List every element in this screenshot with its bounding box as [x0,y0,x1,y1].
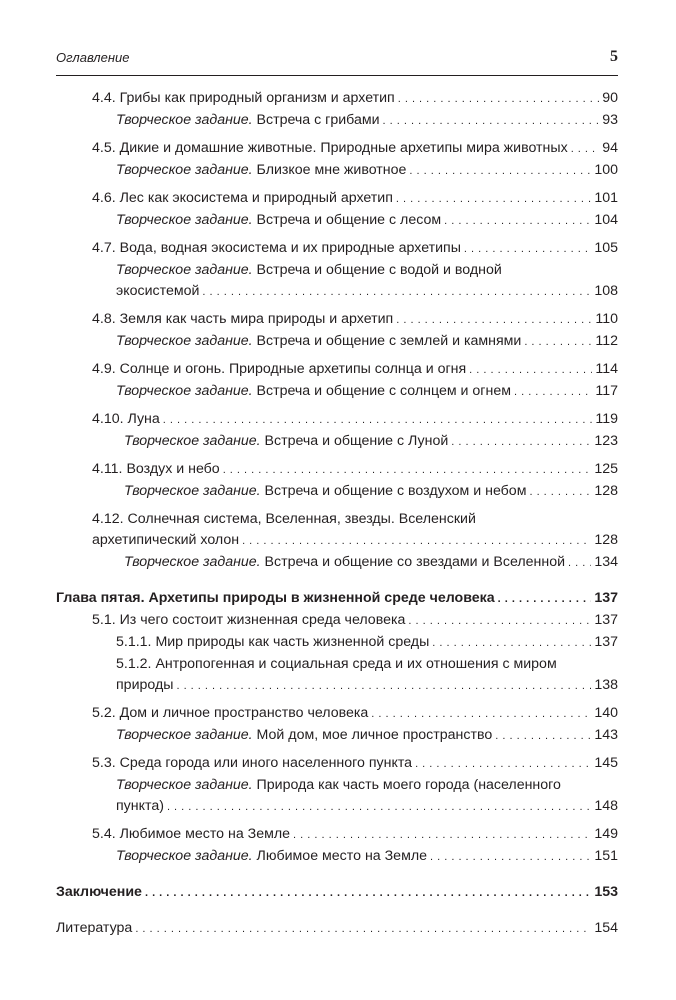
header-page-number: 5 [610,48,618,65]
toc-entry-title: Встреча и общение с Луной [260,433,449,449]
toc-entry-title: 5.2. Дом и личное пространство человека [92,705,369,721]
dot-leader [398,88,600,110]
toc-entry-title: 5.1.2. Антропогенная и социальная среда и их отношения с миром [116,656,557,672]
dot-leader [223,459,592,481]
toc-entry-title: 4.9. Солнце и огонь. Природные архетипы солнца и огня [92,361,467,377]
dot-leader [396,309,592,331]
toc-entry[interactable] [56,654,618,697]
toc-page-number: 148 [594,798,618,814]
toc-entry[interactable] [56,238,618,260]
toc-entry-title: Встреча и общение с солнцем и огнем [252,383,511,399]
toc-entry-label-italic: Творческое задание. [116,777,253,793]
toc-task-entry[interactable] [56,725,618,747]
toc-page-number: 137 [594,634,618,650]
dot-leader [383,110,600,132]
toc-page-number: 93 [602,112,618,128]
toc-entry-title: 4.8. Земля как часть мира природы и архетип [92,311,394,327]
toc-entry-title: 5.3. Среда города или иного населенного пункта [92,755,413,771]
toc-entry[interactable] [56,509,618,552]
running-header [56,48,618,72]
dot-leader [145,882,591,904]
toc-entry[interactable] [56,824,618,846]
toc-page-number: 100 [594,162,618,178]
toc-task-entry[interactable] [56,431,618,453]
dot-leader [167,796,591,818]
toc-entry[interactable] [56,309,618,331]
toc-entry-label-italic: Творческое задание. [124,483,261,499]
dot-leader [415,753,591,775]
toc-entry[interactable] [56,409,618,431]
dot-leader [464,238,591,260]
toc-page-number: 108 [594,283,618,299]
toc-entry-title: Заключение [56,884,142,900]
dot-leader [524,331,592,353]
toc-task-entry[interactable] [56,210,618,232]
toc-page-number: 137 [594,590,618,606]
toc-entry-title: 4.12. Солнечная система, Вселенная, звезды. Вселенский [92,511,476,527]
toc-entry[interactable] [56,703,618,725]
dot-leader [176,675,591,697]
toc-entry-label-italic: Творческое задание. [116,727,253,743]
toc-entry-title: архетипический холон [92,532,240,548]
dot-leader [432,632,591,654]
toc-entry-title: природы [116,677,174,693]
header-title: Оглавление [56,50,130,65]
toc-task-entry[interactable] [56,110,618,132]
toc-task-entry[interactable] [56,160,618,182]
dot-leader [242,530,591,552]
toc-entry-title: 4.4. Грибы как природный организм и архетип [92,90,395,106]
toc-task-entry[interactable] [56,552,618,574]
dot-leader [409,160,591,182]
toc-entry[interactable] [56,632,618,654]
toc-page-number: 145 [594,755,618,771]
toc-entry-label-italic: Творческое задание. [116,383,253,399]
header-rule [56,75,618,76]
dot-leader [514,381,592,403]
toc-page-number: 119 [595,411,618,427]
toc-page-number: 143 [594,727,618,743]
toc-entry-label-italic: Творческое задание. [116,333,253,349]
toc-page-number: 125 [594,461,618,477]
dot-leader [135,918,591,940]
dot-leader [568,552,591,574]
dot-leader [451,431,591,453]
toc-entry[interactable] [56,188,618,210]
toc-page-number: 117 [595,383,618,399]
toc-task-entry[interactable] [56,331,618,353]
toc-task-entry[interactable] [56,381,618,403]
toc-entry-title: 4.10. Луна [92,411,160,427]
toc-entry[interactable] [56,918,618,940]
toc-page-number: 137 [594,612,618,628]
toc-page-number: 154 [594,920,618,936]
dot-leader [495,725,591,747]
toc-entry-title: Встреча и общение с лесом [252,212,442,228]
toc-entry-title: Встреча и общение со звездами и Вселенной [260,554,566,570]
toc-page-number: 128 [594,532,618,548]
toc-entry-label-italic: Творческое задание. [116,262,253,278]
toc-entry[interactable] [56,88,618,110]
toc-page-number: 134 [594,554,618,570]
toc-entry-title: экосистемой [116,283,200,299]
toc-entry-title: Близкое мне животное [252,162,407,178]
toc-page-number: 110 [595,311,618,327]
toc-page-number: 138 [594,677,618,693]
toc-entry-title: Встреча и общение с водой и водной [252,262,502,278]
toc-chapter-entry[interactable] [56,588,618,610]
toc-page-number: 153 [594,884,618,900]
dot-leader [469,359,592,381]
toc-entry[interactable] [56,459,618,481]
toc-entry-title: Встреча с грибами [252,112,380,128]
toc-entry-title: 5.4. Любимое место на Земле [92,826,291,842]
dot-leader [571,138,600,160]
toc-entry-title: Природа как часть моего города (населенного [252,777,561,793]
table-of-contents [56,88,618,940]
toc-entry-title: Мой дом, мое личное пространство [252,727,493,743]
dot-leader [498,588,592,610]
dot-leader [163,409,593,431]
toc-entry-title: Любимое место на Земле [252,848,427,864]
dot-leader [444,210,591,232]
toc-task-entry[interactable] [56,775,618,818]
toc-page-number: 101 [594,190,618,206]
toc-entry-title: 4.7. Вода, водная экосистема и их природные архетипы [92,240,461,256]
toc-page-number: 90 [602,90,618,106]
toc-page-number: 128 [594,483,618,499]
dot-leader [529,481,591,503]
toc-page-number: 105 [594,240,618,256]
toc-chapter-entry[interactable] [56,882,618,904]
toc-entry-label-italic: Творческое задание. [116,848,253,864]
dot-leader [293,824,591,846]
toc-entry-title: 5.1. Из чего состоит жизненная среда человека [92,612,406,628]
toc-page-number: 112 [595,333,618,349]
toc-entry-label-italic: Творческое задание. [116,212,253,228]
toc-task-entry[interactable] [56,846,618,868]
dot-leader [396,188,591,210]
toc-page-number: 123 [594,433,618,449]
toc-entry-title: 4.11. Воздух и небо [92,461,220,477]
dot-leader [202,281,591,303]
toc-entry-title: 4.5. Дикие и домашние животные. Природные архетипы мира животных [92,140,568,156]
dot-leader [430,846,591,868]
toc-page-number: 114 [595,361,618,377]
toc-entry-label-italic: Творческое задание. [116,162,253,178]
toc-entry[interactable] [56,359,618,381]
toc-entry[interactable] [56,138,618,160]
toc-entry-title: Глава пятая. Архетипы природы в жизненной среде человека [56,590,495,606]
toc-page-number: 104 [594,212,618,228]
toc-entry-title: пункта) [116,798,164,814]
toc-task-entry[interactable] [56,260,618,303]
toc-task-entry[interactable] [56,481,618,503]
toc-page-number: 94 [602,140,618,156]
dot-leader [408,610,591,632]
toc-entry-title: 5.1.1. Мир природы как часть жизненной среды [116,634,430,650]
toc-entry-title: Литература [56,920,133,936]
toc-page-number: 151 [594,848,618,864]
toc-page-number: 140 [594,705,618,721]
toc-entry-title: 4.6. Лес как экосистема и природный архетип [92,190,393,206]
toc-entry-title: Встреча и общение с воздухом и небом [260,483,527,499]
dot-leader [371,703,591,725]
toc-entry[interactable] [56,753,618,775]
toc-entry-label-italic: Творческое задание. [116,112,253,128]
toc-page-number: 149 [594,826,618,842]
toc-entry-label-italic: Творческое задание. [124,433,261,449]
toc-entry[interactable] [56,610,618,632]
toc-entry-label-italic: Творческое задание. [124,554,261,570]
toc-entry-title: Встреча и общение с землей и камнями [252,333,522,349]
